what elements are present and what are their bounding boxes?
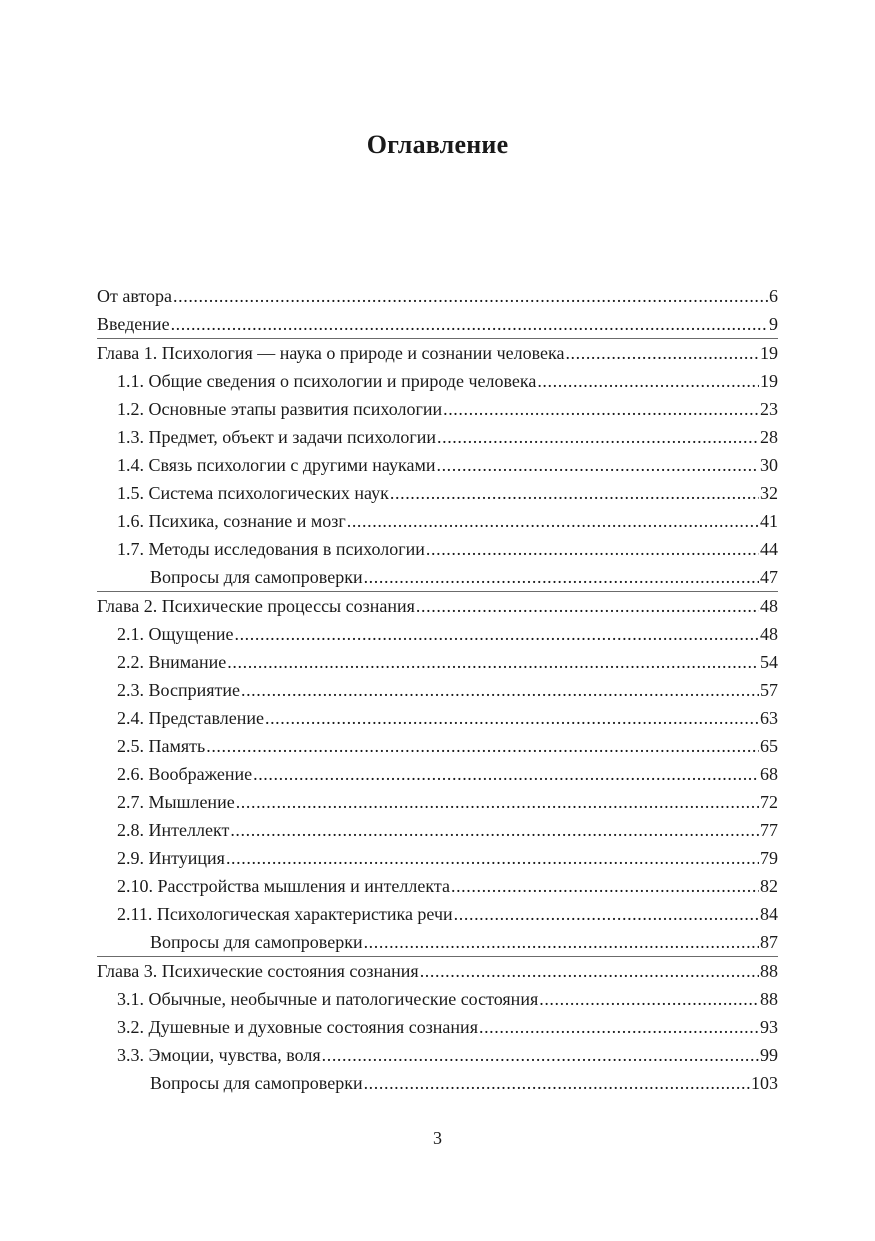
toc-dot-leader [420,957,759,985]
toc-dot-leader [539,985,759,1013]
toc-entry-page: 48 [760,624,778,644]
toc-subsection-entry[interactable] [97,507,778,535]
toc-chapter-entry[interactable] [97,339,778,367]
toc-entry-label: 1.5. Система психологических наук [117,483,389,503]
toc-subsection-entry[interactable] [97,704,778,732]
toc-dot-leader [173,282,768,310]
toc-entry-label: 3.2. Душевные и духовные состояния сознания [117,1017,478,1037]
toc-dot-leader [390,479,759,507]
toc-dot-leader [227,648,759,676]
toc-entry-page: 44 [760,539,778,559]
toc-entry-page: 9 [769,314,778,334]
toc-entry-label: 3.1. Обычные, необычные и патологические состояния [117,989,539,1009]
toc-entry-label: 1.1. Общие сведения о психологии и природе человека [117,371,537,391]
toc-entry-page: 54 [760,652,778,672]
toc-dot-leader [234,620,759,648]
toc-entry-label: 2.10. Расстройства мышления и интеллекта [117,876,450,896]
toc-entry-label: Глава 1. Психология — наука о природе и сознании человека [97,343,565,363]
toc-entry-label: 1.3. Предмет, объект и задачи психологии [117,427,436,447]
toc-dot-leader [226,844,759,872]
toc-entry-label: 2.5. Память [117,736,206,756]
toc-dot-leader [364,1069,750,1097]
toc-subsection-entry[interactable] [97,620,778,648]
toc-dot-leader [241,676,759,704]
toc-entry-label: 3.3. Эмоции, чувства, воля [117,1045,321,1065]
toc-entry-page: 65 [760,736,778,756]
toc-subsection-entry[interactable] [97,1041,778,1069]
toc-dot-leader [253,760,759,788]
toc-entry-label: 2.3. Восприятие [117,680,240,700]
toc-entry-label: От автора [97,286,173,306]
toc-entry-page: 93 [760,1017,778,1037]
toc-entry-label: 1.6. Психика, сознание и мозг [117,511,346,531]
toc-dot-leader [426,535,759,563]
toc-entry-label: 2.1. Ощущение [117,624,234,644]
toc-section [97,310,778,338]
toc-dot-leader [436,451,759,479]
toc-subsection-entry[interactable] [97,451,778,479]
toc-section [97,956,778,1097]
toc-dot-leader [265,704,759,732]
toc-entry-label: Вопросы для самопроверки [150,932,363,952]
toc-entry-label: Глава 3. Психические состояния сознания [97,961,419,981]
toc-entry-label: Глава 2. Психические процессы сознания [97,596,415,616]
toc-entry-page: 19 [760,343,778,363]
toc-dot-leader [236,788,759,816]
toc-subsection-entry[interactable] [97,676,778,704]
toc-entry-page: 48 [760,596,778,616]
toc-entry-page: 82 [760,876,778,896]
toc-entry-label: 2.6. Воображение [117,764,253,784]
toc-subsection-entry[interactable] [97,760,778,788]
toc-section [97,338,778,591]
toc-dot-leader [206,732,759,760]
toc-entry-page: 28 [760,427,778,447]
toc-subsection-entry[interactable] [97,816,778,844]
toc-subsection-entry[interactable] [97,732,778,760]
toc-chapter-entry[interactable] [97,957,778,985]
toc-dot-leader [537,367,759,395]
toc-dot-leader [443,395,759,423]
toc-entry-page: 23 [760,399,778,419]
toc-subsection-entry[interactable] [97,423,778,451]
toc-subsection-entry[interactable] [97,1013,778,1041]
toc-entry-page: 72 [760,792,778,812]
toc-entry-page: 84 [760,904,778,924]
table-of-contents [97,282,778,1097]
toc-questions-entry[interactable] [97,928,778,956]
toc-entry-label: 1.2. Основные этапы развития психологии [117,399,443,419]
toc-entry-page: 77 [760,820,778,840]
toc-entry-label: 1.4. Связь психологии с другими науками [117,455,436,475]
toc-entry-page: 47 [760,567,778,587]
toc-subsection-entry[interactable] [97,535,778,563]
toc-subsection-entry[interactable] [97,985,778,1013]
toc-dot-leader [364,563,759,591]
toc-questions-entry[interactable] [97,1069,778,1097]
toc-entry-label: 2.9. Интуиция [117,848,225,868]
toc-section [97,591,778,956]
toc-entry-page: 63 [760,708,778,728]
toc-chapter-entry[interactable] [97,592,778,620]
toc-dot-leader [565,339,759,367]
toc-entry-label: 2.2. Внимание [117,652,227,672]
toc-subsection-entry[interactable] [97,395,778,423]
toc-entry-label: 2.4. Представление [117,708,264,728]
toc-dot-leader [230,816,759,844]
toc-entry-page: 57 [760,680,778,700]
toc-dot-leader [437,423,759,451]
toc-entry-label: Введение [97,314,170,334]
toc-entry-page: 99 [760,1045,778,1065]
toc-subsection-entry[interactable] [97,900,778,928]
toc-dot-leader [451,872,759,900]
toc-entry-page: 87 [760,932,778,952]
toc-entry-label: 2.11. Психологическая характеристика речи [117,904,453,924]
toc-dot-leader [364,928,759,956]
toc-chapter-entry[interactable] [97,282,778,310]
toc-entry-page: 19 [760,371,778,391]
toc-entry-page: 6 [769,286,778,306]
toc-entry-page: 79 [760,848,778,868]
toc-entry-page: 103 [751,1073,778,1093]
toc-entry-page: 68 [760,764,778,784]
page-title: Оглавление [366,130,509,160]
toc-subsection-entry[interactable] [97,648,778,676]
toc-entry-label: Вопросы для самопроверки [150,567,363,587]
toc-entry-label: 1.7. Методы исследования в психологии [117,539,425,559]
toc-entry-label: 2.7. Мышление [117,792,235,812]
toc-dot-leader [347,507,759,535]
toc-entry-page: 88 [760,989,778,1009]
toc-entry-page: 32 [760,483,778,503]
toc-questions-entry[interactable] [97,563,778,591]
toc-subsection-entry[interactable] [97,844,778,872]
toc-dot-leader [416,592,759,620]
toc-dot-leader [454,900,759,928]
toc-entry-page: 88 [760,961,778,981]
toc-chapter-entry[interactable] [97,310,778,338]
toc-subsection-entry[interactable] [97,788,778,816]
toc-subsection-entry[interactable] [97,367,778,395]
toc-subsection-entry[interactable] [97,872,778,900]
toc-dot-leader [479,1013,759,1041]
toc-section [97,282,778,310]
toc-dot-leader [171,310,768,338]
page-number: 3 [433,1128,442,1148]
toc-subsection-entry[interactable] [97,479,778,507]
toc-dot-leader [322,1041,759,1069]
toc-entry-label: 2.8. Интеллект [117,820,230,840]
toc-entry-page: 41 [760,511,778,531]
toc-entry-page: 30 [760,455,778,475]
toc-entry-label: Вопросы для самопроверки [150,1073,363,1093]
